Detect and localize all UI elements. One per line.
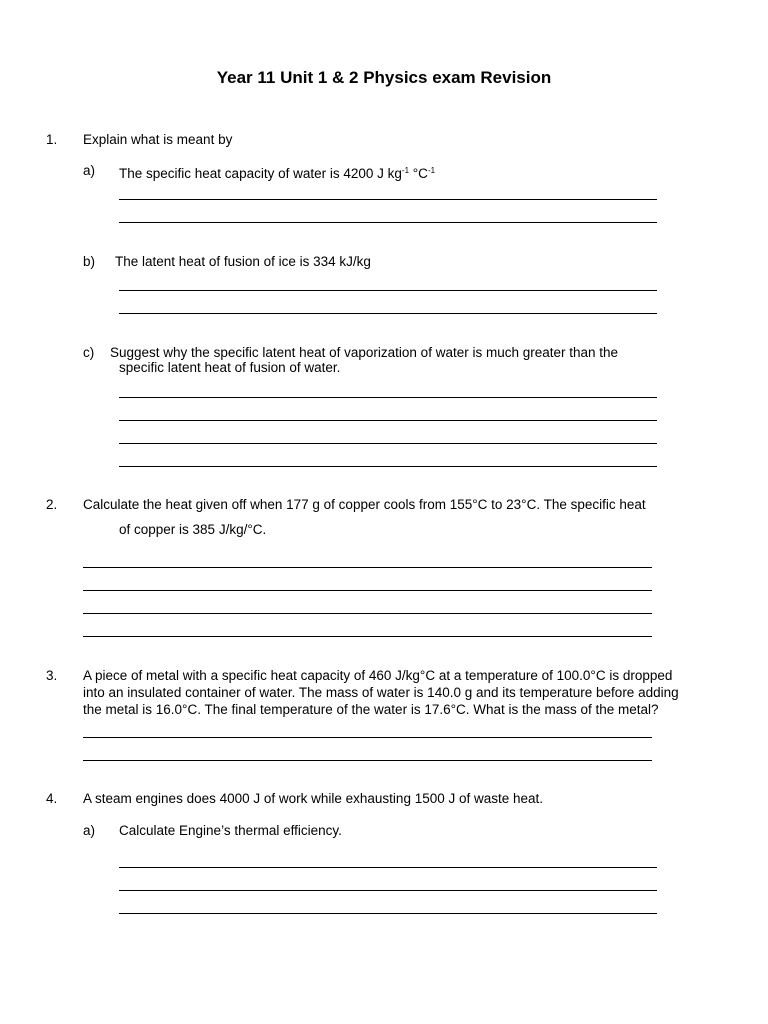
- answer-line[interactable]: [119, 890, 657, 891]
- question-4-text: A steam engines does 4000 J of work while exhausting 1500 J of waste heat.: [83, 791, 544, 806]
- answer-line[interactable]: [119, 443, 657, 444]
- answer-line[interactable]: [83, 636, 652, 637]
- question-2-number: 2.: [46, 497, 58, 512]
- question-2-line1: Calculate the heat given off when 177 g of copper cools from 155°C to 23°C. The specific heat: [83, 497, 646, 512]
- page-title: Year 11 Unit 1 & 2 Physics exam Revision: [216, 68, 552, 87]
- question-1a-text: The specific heat capacity of water is 4200 J $kg^{-1}$ $^\circ C^{-1}$: [119, 166, 436, 181]
- question-3-line1: A piece of metal with a specific heat capacity of 460 J/kg°C at a temperature of 100.0°C is dropped: [83, 668, 673, 683]
- answer-line[interactable]: [119, 466, 657, 467]
- question-1c-line2: specific latent heat of fusion of water.: [119, 360, 341, 375]
- answer-line[interactable]: [119, 313, 657, 314]
- question-1-text: Explain what is meant by: [83, 132, 233, 147]
- question-1a-label: a): [83, 163, 96, 178]
- question-4a-label: a): [83, 823, 96, 838]
- answer-line[interactable]: [119, 222, 657, 223]
- answer-line[interactable]: [83, 760, 652, 761]
- question-1b-text: The latent heat of fusion of ice is 334 kJ/kg: [115, 254, 371, 269]
- question-1b-label: b): [83, 254, 96, 269]
- answer-line[interactable]: [83, 590, 652, 591]
- question-3-line3: the metal is 16.0°C. The final temperature of the water is 17.6°C. What is the mass of the metal?: [83, 702, 659, 717]
- answer-line[interactable]: [119, 397, 657, 398]
- question-3-line2: into an insulated container of water. The mass of water is 140.0 g and its temperature before adding: [83, 685, 679, 700]
- question-2-line2: of copper is 385 J/kg/°C.: [119, 522, 267, 537]
- question-4-number: 4.: [46, 791, 58, 806]
- answer-line[interactable]: [119, 913, 657, 914]
- answer-line[interactable]: [83, 737, 652, 738]
- question-1-number: 1.: [46, 132, 58, 147]
- answer-line[interactable]: [119, 867, 657, 868]
- answer-line[interactable]: [119, 420, 657, 421]
- question-1c-line1: Suggest why the specific latent heat of vaporization of water is much greater than the: [110, 345, 619, 360]
- question-3-number: 3.: [46, 668, 58, 683]
- answer-line[interactable]: [83, 567, 652, 568]
- answer-line[interactable]: [119, 290, 657, 291]
- question-4a-text: Calculate Engine’s thermal efficiency.: [119, 823, 342, 838]
- answer-line[interactable]: [83, 613, 652, 614]
- question-1c-label: c): [83, 345, 95, 360]
- answer-line[interactable]: [119, 199, 657, 200]
